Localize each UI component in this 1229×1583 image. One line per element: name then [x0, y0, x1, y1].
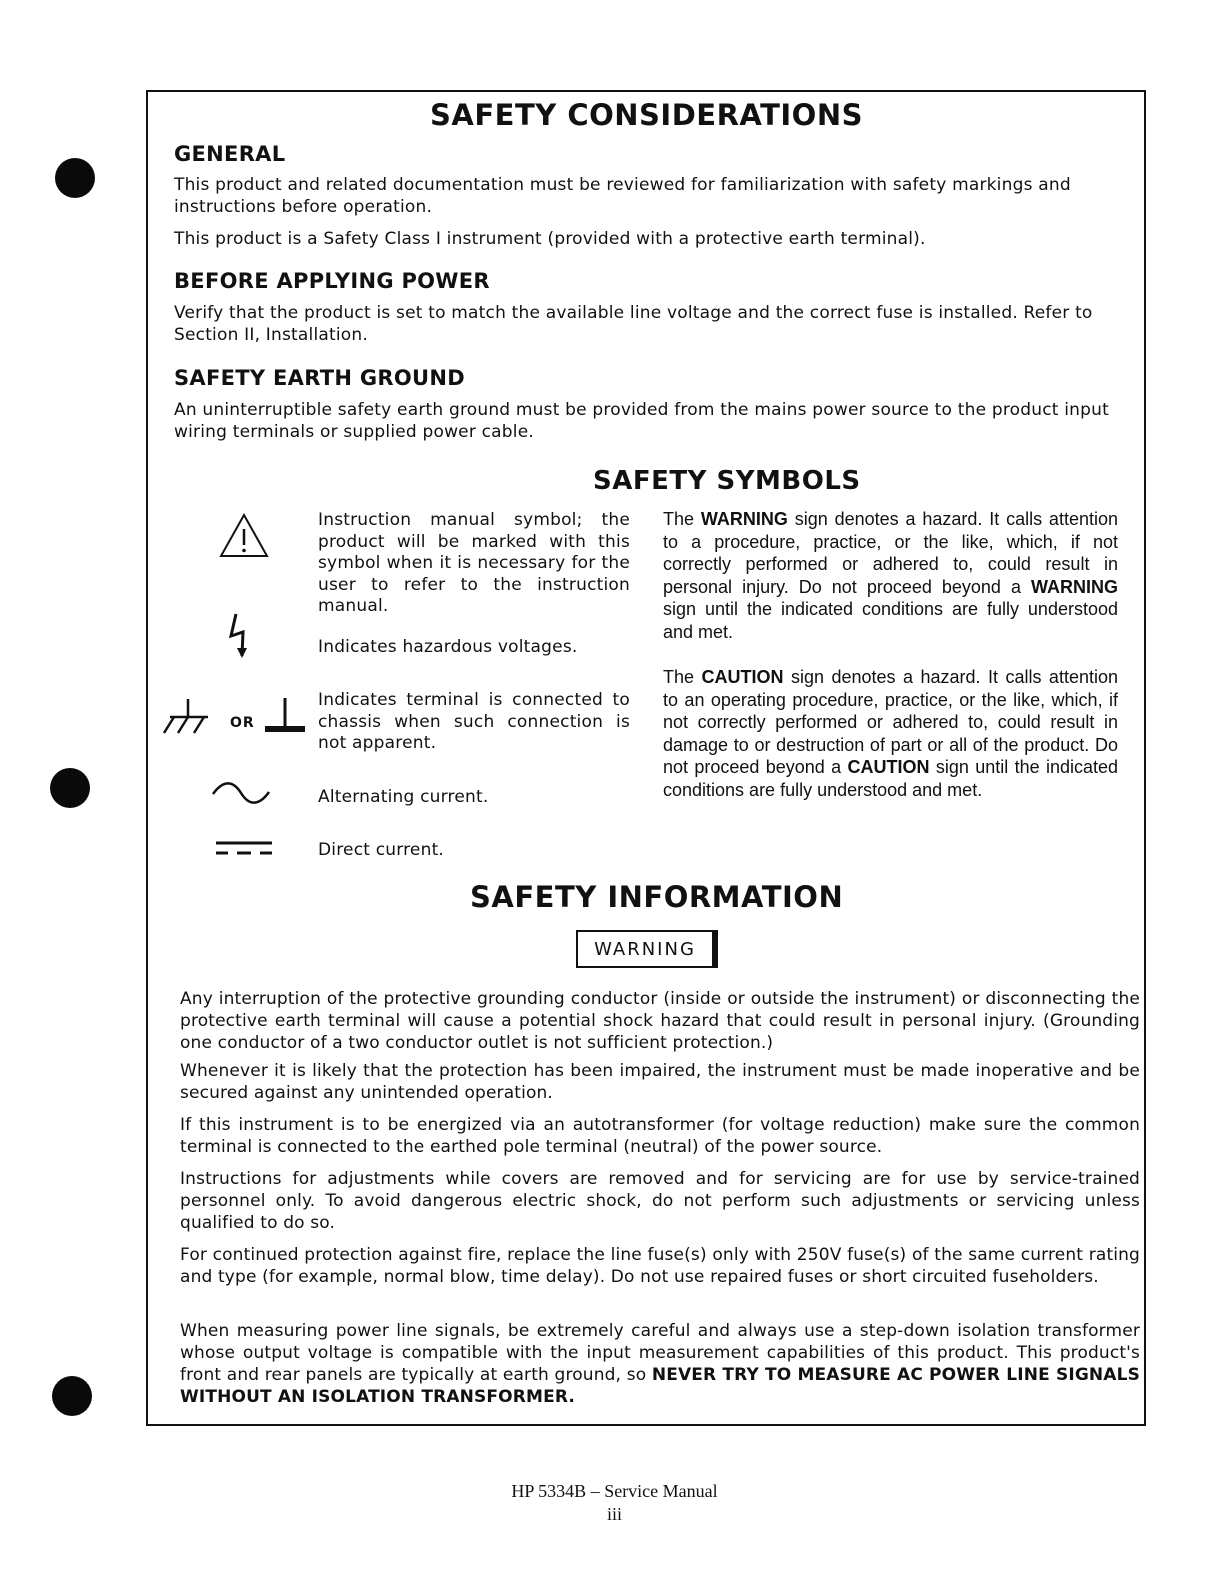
binder-hole-bottom [52, 1376, 92, 1416]
before-power-paragraph: Verify that the product is set to match the available line voltage and the correct fuse is installed. Refer to Section II, Installation. [174, 303, 1093, 345]
safety-information-heading: SAFETY INFORMATION [470, 880, 844, 914]
dc-current-icon [214, 838, 274, 858]
safety-symbols-heading: SAFETY SYMBOLS [593, 466, 861, 496]
general-paragraph-2: This product is a Safety Class I instrument (provided with a protective earth terminal). [174, 229, 926, 249]
safety-frame [146, 90, 1146, 1426]
binder-hole-top [55, 158, 95, 198]
symbol-desc-instruction-manual: Instruction manual symbol; the product will be marked with this symbol when it is necessary for the user to refer to the instruction manual. [318, 510, 630, 616]
symbol-desc-ac: Alternating current. [318, 787, 489, 807]
info-paragraph-1: Any interruption of the protective grounding conductor (inside or outside the instrument) or disconnecting the protective earth terminal will cause a potential shock hazard that could result in personal injury. (Grounding one conductor of a two conductor outlet is not sufficient protection.) [180, 989, 1140, 1053]
info-paragraph-2: Whenever it is likely that the protection has been impaired, the instrument must be made inoperative and be secured against any unintended operation. [180, 1061, 1140, 1103]
info-paragraph-3: If this instrument is to be energized via an autotransformer (for voltage reduction) make sure the common terminal is connected to the earthed pole terminal (neutral) of the power source. [180, 1115, 1140, 1157]
symbol-desc-dc: Direct current. [318, 840, 445, 860]
symbol-desc-hazardous-voltage: Indicates hazardous voltages. [318, 637, 578, 657]
info-paragraph-5: For continued protection against fire, replace the line fuse(s) only with 250V fuse(s) of the same current rating and type (for example, normal blow, time delay). Do not use repaired fuses or short circuited fuseholders. [180, 1245, 1140, 1287]
footer-manual-title: HP 5334B – Service Manual [511, 1481, 718, 1501]
earth-ground-icon [264, 696, 306, 736]
symbol-desc-chassis: Indicates terminal is connected to chassis when such connection is not apparent. [318, 690, 630, 753]
warning-label-box: WARNING [576, 930, 718, 968]
footer-page-number: iii [606, 1504, 622, 1524]
caution-sign-description: The CAUTION sign denotes a hazard. It calls attention to an operating procedure, practice, or the like, which, if not correctly performed or adhered to, could result in damage to or destruction of part or all of the product. Do not proceed beyond a CAUTION sign until the indicated conditions are fully understood and met. [663, 667, 1119, 800]
binder-hole-middle [50, 768, 90, 808]
general-paragraph-1: This product and related documentation must be reviewed for familiarization with safety markings and instructions before operation. [174, 175, 1071, 217]
general-heading: GENERAL [174, 142, 286, 166]
page-footer [0, 1480, 1229, 1526]
ac-wave-icon [210, 782, 272, 804]
chassis-ground-icon [160, 697, 216, 737]
earth-ground-heading: SAFETY EARTH GROUND [174, 366, 465, 390]
before-power-heading: BEFORE APPLYING POWER [174, 269, 490, 293]
warning-sign-description: The WARNING sign denotes a hazard. It calls attention to a procedure, practice, or the like, which, if not correctly performed or adhered to, could result in personal injury. Do not proceed beyond a WARNING sign until the indicated conditions are fully understood and met. [663, 509, 1118, 642]
lightning-bolt-icon [226, 612, 254, 660]
page-title: SAFETY CONSIDERATIONS [430, 98, 863, 132]
earth-ground-paragraph: An uninterruptible safety earth ground must be provided from the mains power source to the product input wiring terminals or supplied power cable. [174, 400, 1109, 442]
or-label: OR [230, 715, 255, 731]
info-paragraph-4: Instructions for adjustments while covers are removed and for servicing are for use by service-trained personnel only. To avoid dangerous electric shock, do not perform such adjustments or servicing unless qualified to do so. [180, 1169, 1140, 1233]
info-paragraph-6: When measuring power line signals, be extremely careful and always use a step-down isolation transformer whose output voltage is compatible with the input measurement capabilities of this product. This product's front and rear panels are typically at earth ground, so NEVER TRY TO MEASURE AC POWER LINE SIGNALS WITHOUT AN ISOLATION TRANSFORMER. [180, 1321, 1140, 1407]
warning-triangle-icon [218, 512, 270, 560]
